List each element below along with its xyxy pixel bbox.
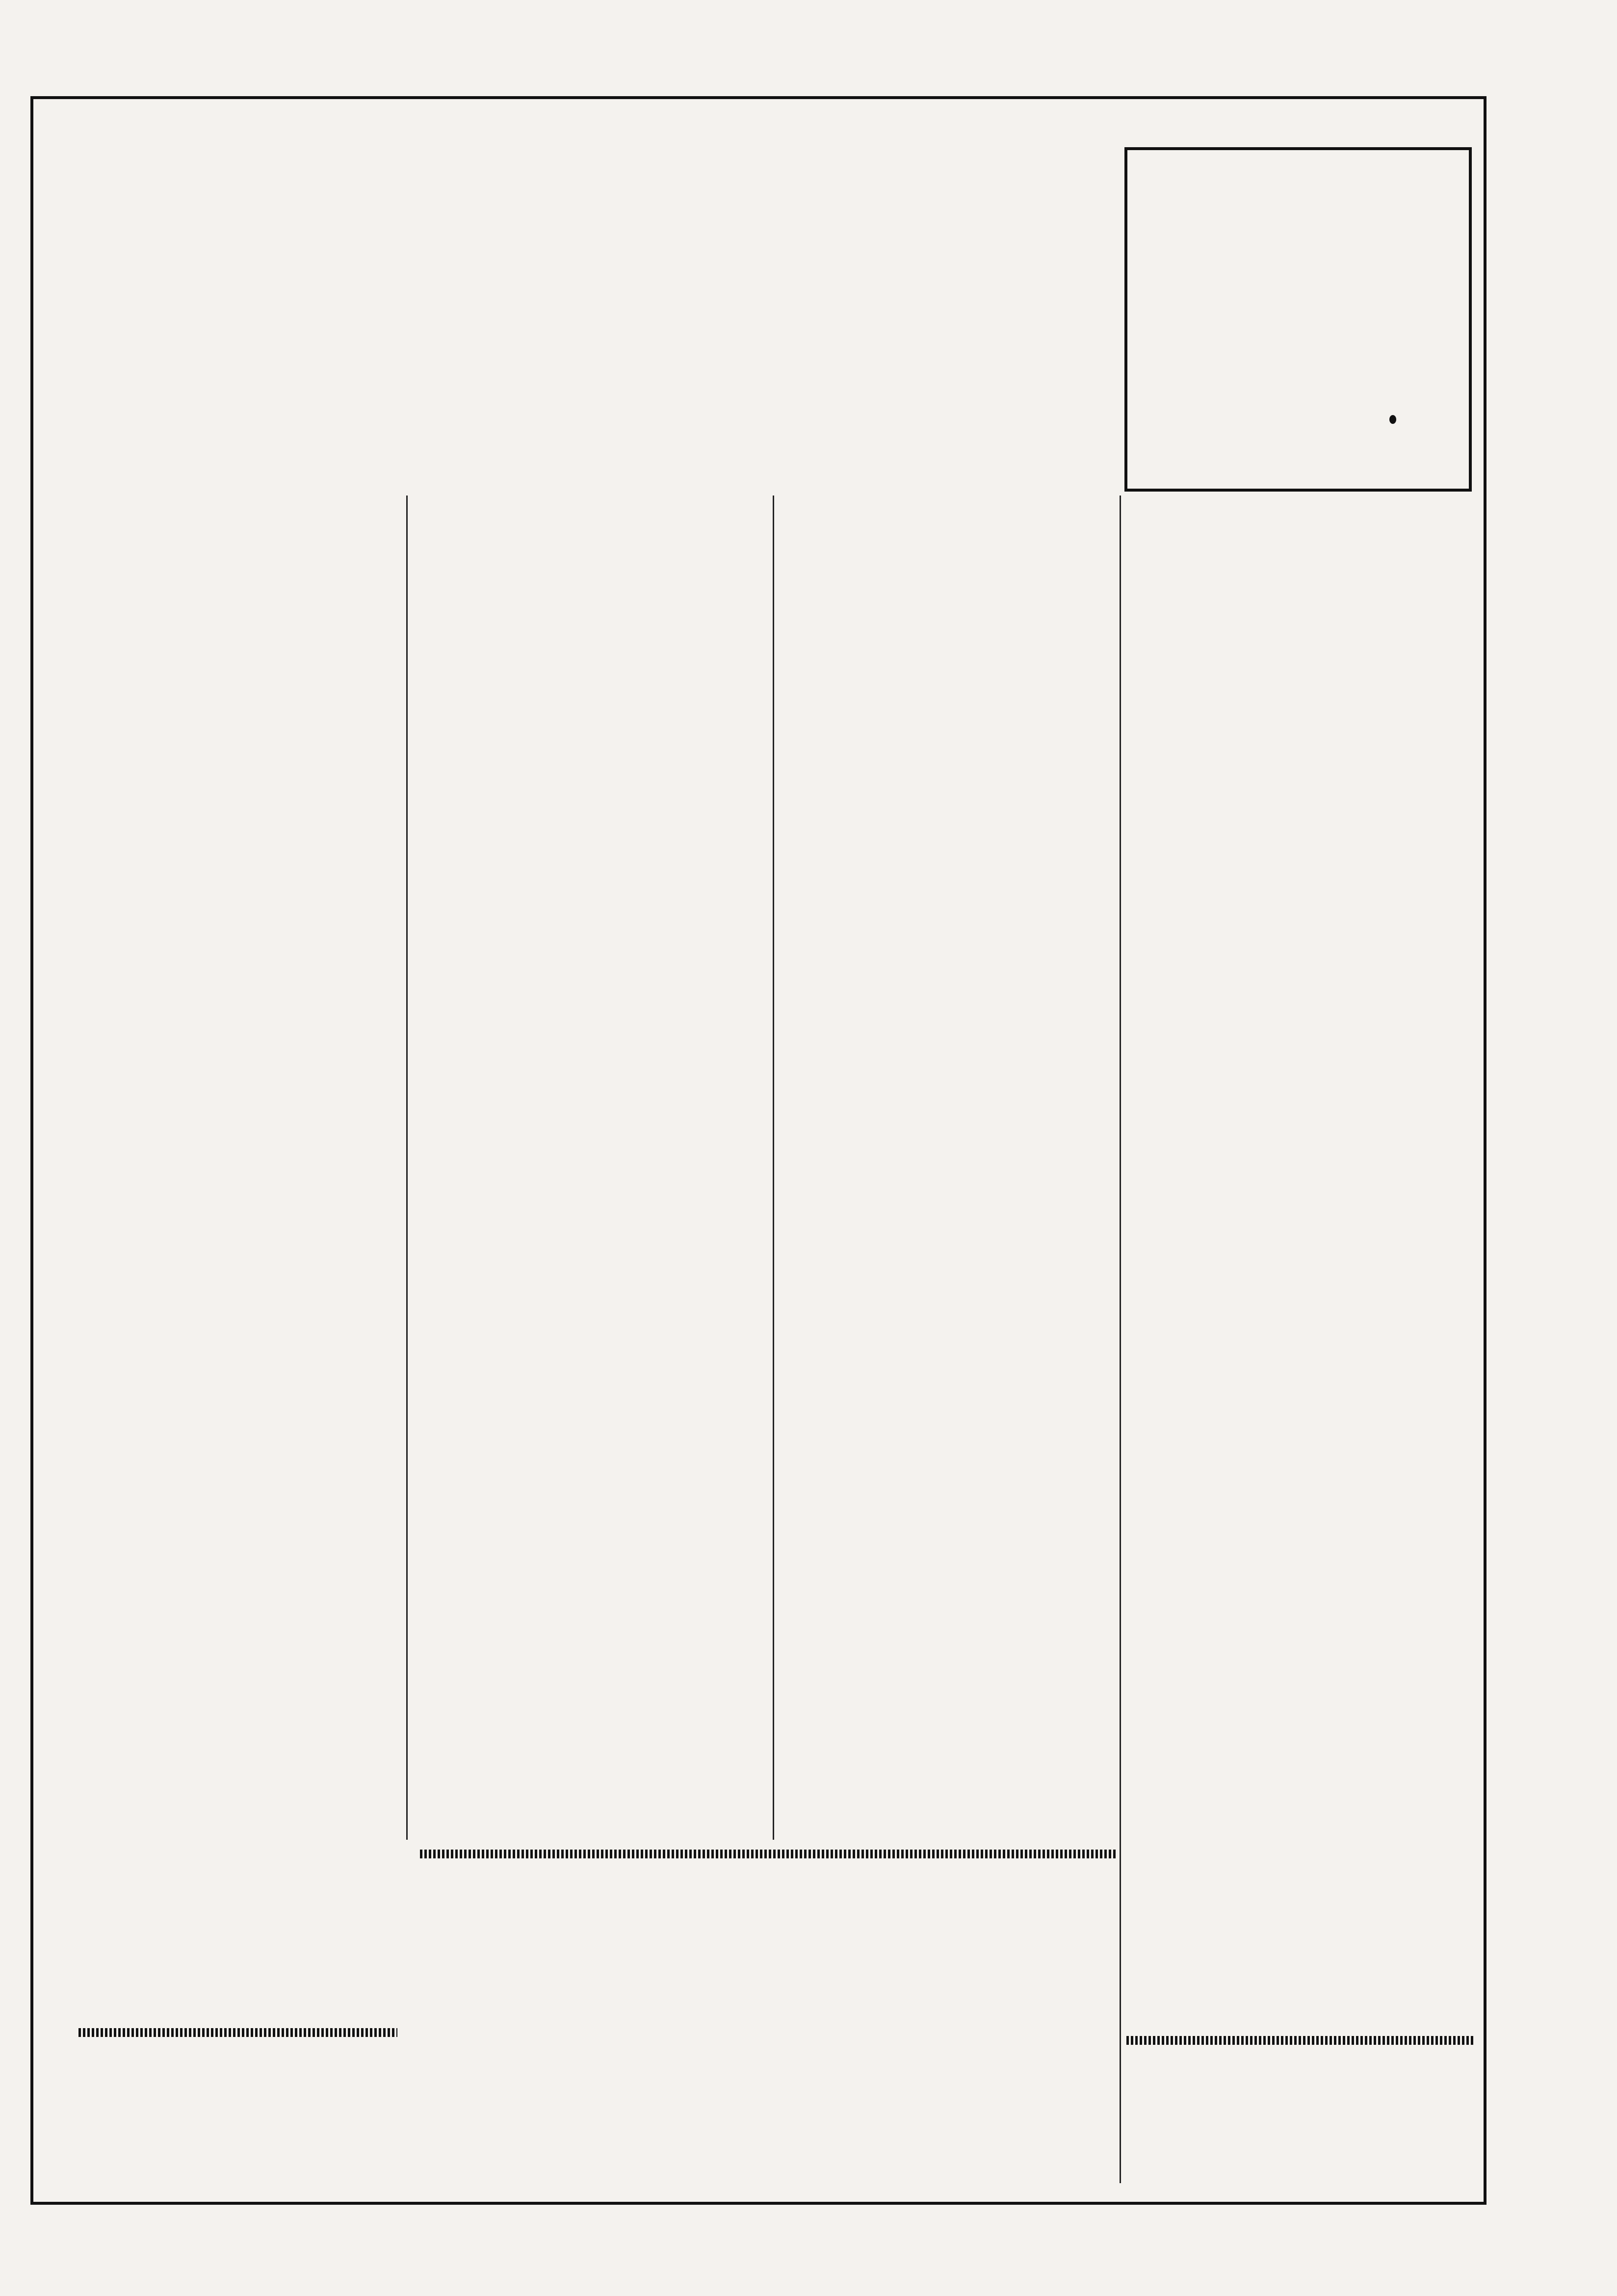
hatched-rule [420, 1850, 1117, 1858]
jansen-ad [77, 2045, 400, 2055]
jornal-box [1124, 147, 1472, 492]
column-rule [406, 496, 408, 1840]
masthead [69, 40, 1482, 75]
jayme-pinto-ad [420, 1869, 1117, 2191]
hatched-rule [1126, 2036, 1475, 2045]
article-column-4 [1128, 496, 1472, 1967]
article-column-2 [421, 496, 760, 1845]
column-rule [773, 496, 774, 1840]
hatched-rule [78, 2028, 397, 2037]
article-column-1 [79, 496, 393, 2011]
ink-dot [1389, 415, 1396, 424]
article-column-3 [785, 496, 1123, 1845]
